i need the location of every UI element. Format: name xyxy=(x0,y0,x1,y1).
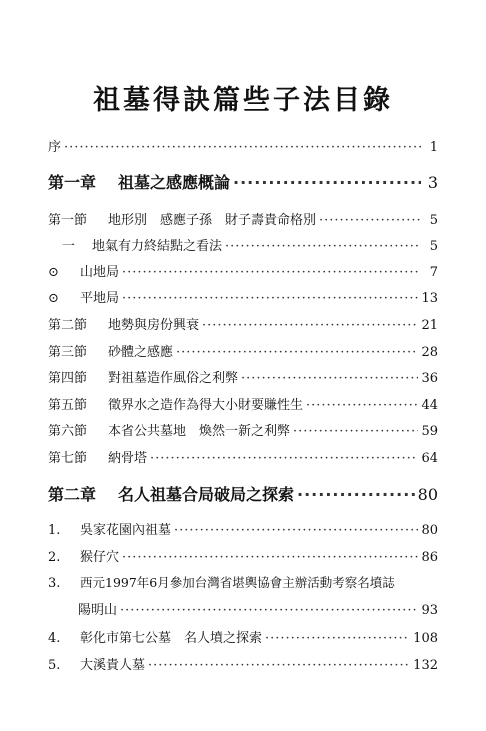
dot-leader xyxy=(319,213,421,228)
entry-label: 彰化市第七公墓 名人墳之探索 xyxy=(80,631,263,646)
entry-label: 吳家花園內祖墓 xyxy=(80,523,172,538)
entry-label: 陽明山 xyxy=(78,603,118,618)
entry-label: 猴仔穴 xyxy=(80,550,120,565)
entry-page: 44 xyxy=(421,398,438,413)
section-number: 一 xyxy=(62,239,76,254)
entry-label: 大溪貴人墓 xyxy=(80,658,146,673)
entry-page: 21 xyxy=(421,318,438,333)
entry-label: 平地局 xyxy=(80,291,120,306)
dot-leader xyxy=(297,485,415,504)
entry-page: 13 xyxy=(421,291,438,306)
item-number: 4. xyxy=(48,631,61,646)
entry-label: 本省公共墓地 煥然一新之利弊 xyxy=(108,424,291,439)
bullet-icon: ⊙ xyxy=(48,291,59,306)
entry-label: 地形別 感應子孫 財子壽貴命格別 xyxy=(108,213,317,228)
bullet-icon: ⊙ xyxy=(48,265,59,280)
toc-entry xyxy=(48,420,438,439)
entry-page: 5 xyxy=(429,213,438,228)
entry-label: 西元1997年6月參加台灣省堪輿協會主辦活動考察名墳誌 xyxy=(80,575,395,590)
dot-leader xyxy=(122,265,421,280)
entry-label: 納骨塔 xyxy=(108,451,148,466)
section-number: 第七節 xyxy=(48,451,88,466)
section-number: 第一節 xyxy=(48,213,88,228)
dot-leader xyxy=(233,173,421,192)
toc-entry xyxy=(48,654,438,673)
entry-page: 132 xyxy=(413,658,438,673)
section-number: 第三節 xyxy=(48,345,88,360)
toc-entry xyxy=(48,261,438,280)
chapter-page: 3 xyxy=(427,173,438,192)
chapter-label: 祖墓之感應概論 xyxy=(118,173,231,192)
entry-label: 徵界水之造作為得大小財要賺性生 xyxy=(108,398,304,413)
dot-leader xyxy=(241,371,418,386)
entry-label: 砂體之感應 xyxy=(108,345,174,360)
section-number: 第四節 xyxy=(48,371,88,386)
entry-page: 64 xyxy=(421,451,438,466)
dot-leader xyxy=(150,451,418,466)
toc-entry xyxy=(48,394,438,413)
dot-leader xyxy=(202,318,418,333)
section-number: 第二節 xyxy=(48,318,88,333)
entry-label: 對祖墓造作風俗之利弊 xyxy=(108,371,239,386)
toc-chapter-1 xyxy=(48,170,438,193)
chapter-page: 80 xyxy=(417,485,438,504)
entry-page: 86 xyxy=(421,550,438,565)
toc-chapter-2 xyxy=(48,482,438,505)
entry-page: 1 xyxy=(429,140,438,155)
section-number: 第六節 xyxy=(48,424,88,439)
dot-leader xyxy=(174,523,418,538)
dot-leader xyxy=(225,239,421,254)
entry-page: 93 xyxy=(421,603,438,618)
entry-label: 山地局 xyxy=(80,265,120,280)
entry-page: 108 xyxy=(413,631,438,646)
dot-leader xyxy=(293,424,418,439)
item-number: 2. xyxy=(48,550,61,565)
entry-page: 36 xyxy=(421,371,438,386)
item-number: 3. xyxy=(48,576,61,591)
toc-entry xyxy=(48,447,438,466)
entry-label: 地勢與房份興衰 xyxy=(108,318,200,333)
chapter-number: 第二章 xyxy=(48,485,97,504)
dot-leader xyxy=(122,291,418,306)
dot-leader xyxy=(64,140,421,155)
item-number: 1. xyxy=(48,523,61,538)
toc-entry-continuation xyxy=(48,599,438,618)
toc-entry xyxy=(48,367,438,386)
entry-label: 序 xyxy=(48,140,62,155)
toc-entry xyxy=(48,573,438,591)
toc-entry xyxy=(48,235,438,254)
toc-entry xyxy=(48,314,438,333)
entry-page: 28 xyxy=(421,345,438,360)
toc-entry xyxy=(48,341,438,360)
toc-entry xyxy=(48,209,438,228)
entry-page: 5 xyxy=(429,239,438,254)
dot-leader xyxy=(148,658,410,673)
toc-entry xyxy=(48,519,438,538)
entry-page: 7 xyxy=(429,265,438,280)
dot-leader xyxy=(176,345,418,360)
chapter-label: 名人祖墓合局破局之探索 xyxy=(118,485,295,504)
toc-entry xyxy=(48,546,438,565)
item-number: 5. xyxy=(48,658,61,673)
dot-leader xyxy=(122,550,418,565)
dot-leader xyxy=(265,631,410,646)
page-title: 祖墓得訣篇些子法目錄 xyxy=(93,85,393,116)
toc-entry xyxy=(48,627,438,646)
entry-page: 80 xyxy=(421,523,438,538)
toc-entry xyxy=(48,287,438,306)
section-number: 第五節 xyxy=(48,398,88,413)
entry-page: 59 xyxy=(421,424,438,439)
chapter-number: 第一章 xyxy=(48,173,97,192)
dot-leader xyxy=(306,398,418,413)
dot-leader xyxy=(120,603,418,618)
entry-label: 地氣有力終結點之看法 xyxy=(92,239,223,254)
toc-entry-preface xyxy=(48,136,438,155)
